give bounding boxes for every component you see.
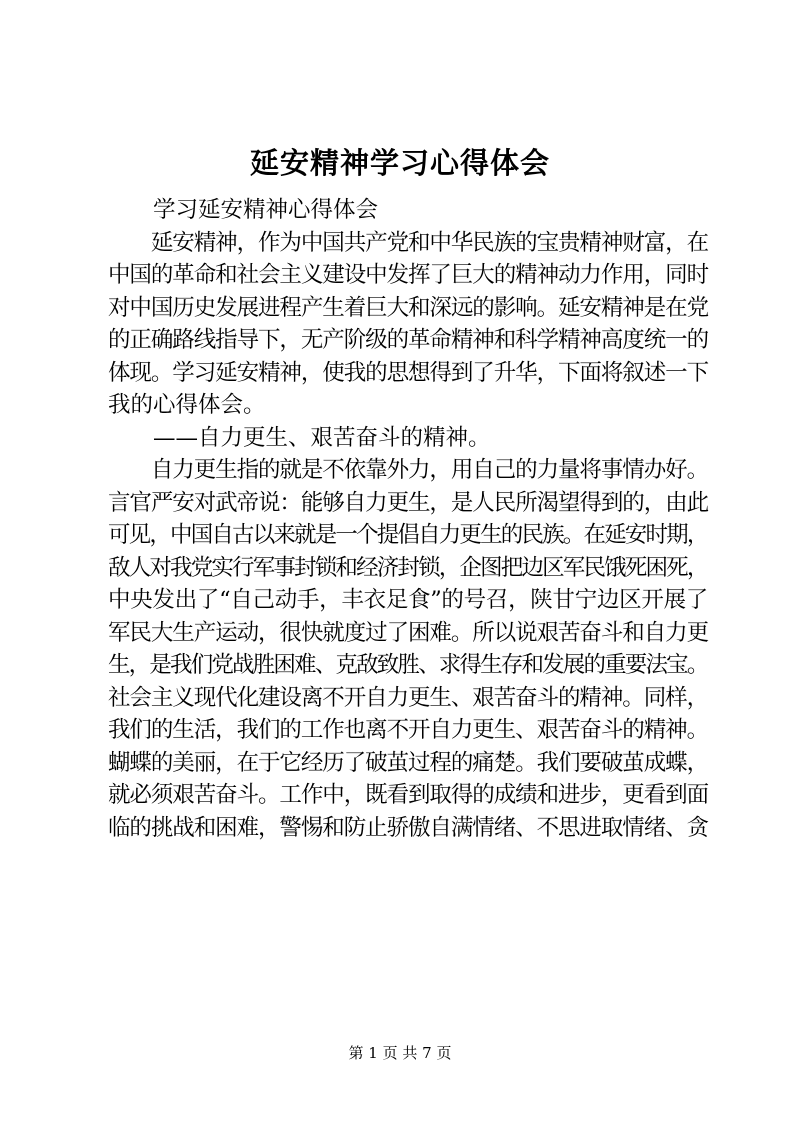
paragraph-line: 临的挑战和困难，警惕和防止骄傲自满情绪、不思进取情绪、贪 (108, 814, 709, 841)
paragraph-line: 学习延安精神心得体会 (108, 197, 379, 223)
paragraph-line: 社会主义现代化建设离不开自力更生、艰苦奋斗的精神。同样， (108, 684, 709, 711)
paragraph-line: 延安精神，作为中国共产党和中华民族的宝贵精神财富，在 (108, 229, 709, 256)
paragraph-line: 生，是我们党战胜困难、克敌致胜、求得生存和发展的重要法宝。 (108, 652, 708, 678)
paragraph-line: 的正确路线指导下，无产阶级的革命精神和科学精神高度统一的 (108, 327, 709, 353)
paragraph-line: 体现。学习延安精神，使我的思想得到了升华，下面将叙述一下 (108, 359, 709, 386)
paragraph-line: 敌人对我党实行军事封锁和经济封锁，企图把边区军民饿死困死， (108, 554, 708, 581)
paragraph-line: ——自力更生、艰苦奋斗的精神。 (108, 424, 491, 451)
paragraph-line: 我们的生活，我们的工作也离不开自力更生、艰苦奋斗的精神。 (108, 717, 709, 743)
paragraph-line: 蝴蝶的美丽，在于它经历了破茧过程的痛楚。我们要破茧成蝶， (108, 749, 709, 776)
paragraph-line: 对中国历史发展进程产生着巨大和深远的影响。延安精神是在党 (108, 294, 709, 321)
paragraph-line: 就必须艰苦奋斗。工作中，既看到取得的成绩和进步，更看到面 (108, 782, 709, 808)
paragraph-line: 自力更生指的就是不依靠外力，用自己的力量将事情办好。 (108, 457, 709, 483)
document-title: 延安精神学习心得体会 (249, 146, 550, 180)
paragraph-line: 军民大生产运动，很快就度过了困难。所以说艰苦奋斗和自力更 (108, 619, 709, 646)
paragraph-line: 可见，中国自古以来就是一个提倡自力更生的民族。在延安时期， (108, 522, 708, 548)
paragraph-line: 言官严安对武帝说：能够自力更生，是人民所渴望得到的，由此 (108, 489, 709, 516)
paragraph-line: 中国的革命和社会主义建设中发挥了巨大的精神动力作用，同时 (108, 262, 709, 288)
page-footer: 第 1 页 共 7 页 (348, 1044, 452, 1062)
paragraph-line: 中央发出了“自己动手，丰衣足食”的号召，陕甘宁边区开展了 (108, 587, 709, 613)
paragraph-line: 我的心得体会。 (108, 392, 266, 418)
